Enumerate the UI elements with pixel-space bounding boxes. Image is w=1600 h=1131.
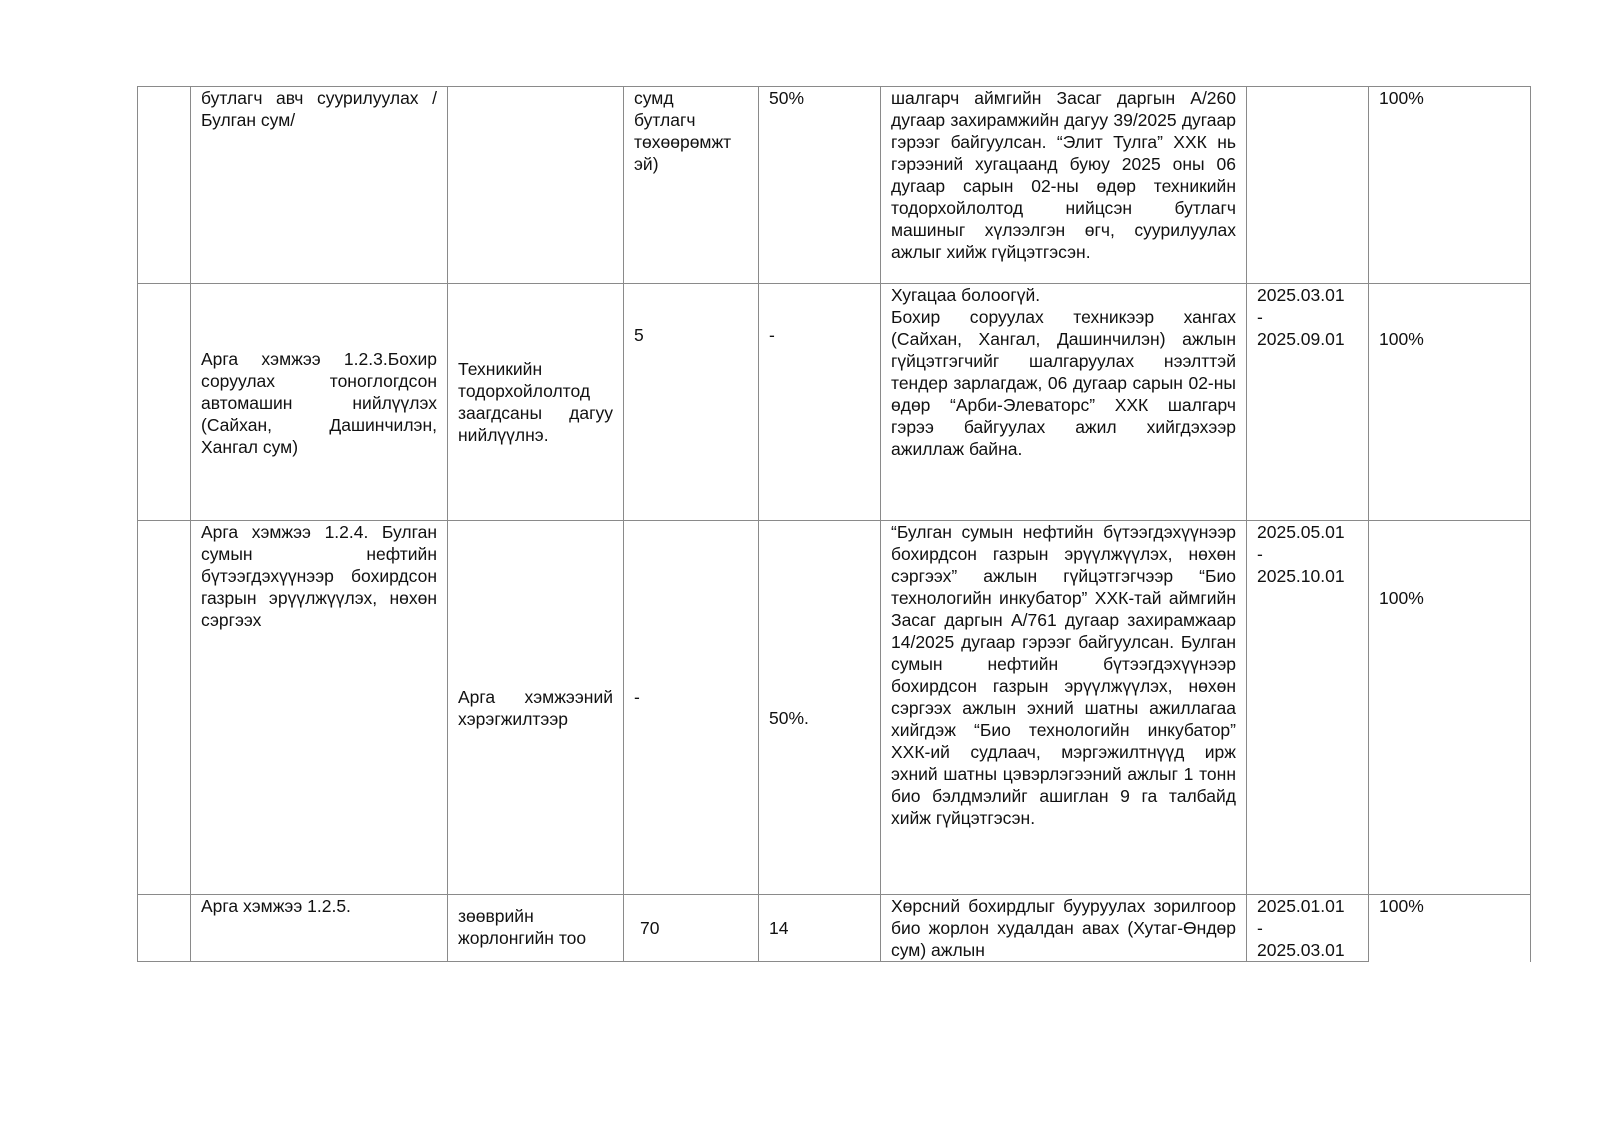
target-cell: 70	[624, 895, 759, 962]
table-row	[138, 87, 1531, 284]
activity-report-table	[137, 86, 1531, 962]
performance-cell: -	[759, 284, 881, 521]
evaluation-cell: 100%	[1369, 284, 1531, 521]
evaluation-cell: 100%	[1369, 521, 1531, 895]
row-number-cell	[138, 521, 191, 895]
measure-cell: Арга хэмжээ 1.2.4. Булган сумын нефтийн бүтээгдэхүүнээр бохирдсон газрын эрүүлжүүлэх, нөхөн сэргээх	[191, 521, 448, 895]
performance-cell: 50%	[759, 87, 881, 284]
target-cell: -	[624, 521, 759, 895]
evaluation-cell: 100%	[1369, 87, 1531, 284]
target-cell: 5	[624, 284, 759, 521]
report-cell: шалгарч аймгийн Засаг даргын А/260 дугаар захирамжийн дагуу 39/2025 дугаар гэрээг байгуулсан. “Элит Тулга” ХХК нь гэрээний хугацаанд буюу 2025 оны 06 дугаар сарын 02-ны өдөр техникийн тодорхойлолтод нийцсэн бутлагч машиныг хүлээлгэн өгч, суурилуулах ажлыг хийж гүйцэтгэсэн.	[881, 87, 1247, 284]
measure-cell: Арга хэмжээ 1.2.5.	[191, 895, 448, 962]
row-number-cell	[138, 895, 191, 962]
table-row	[138, 521, 1531, 895]
table-row	[138, 284, 1531, 521]
indicator-cell: зөөврийн жорлонгийн тоо	[448, 895, 624, 962]
table-row	[138, 895, 1531, 962]
row-number-cell	[138, 87, 191, 284]
measure-cell: Арга хэмжээ 1.2.3.Бохир соруулах тоноглогдсон автомашин нийлүүлэх (Сайхан, Дашинчилэн, Хангал сум)	[191, 284, 448, 521]
indicator-cell	[448, 87, 624, 284]
report-cell: Хугацаа болоогүй. Бохир соруулах техникээр хангах (Сайхан, Хангал, Дашинчилэн) ажлын гүйцэтгэгчийг шалгаруулах нээлттэй тендер зарлагдаж, 06 дугаар сарын 02-ны өдөр “Арби-Элеваторс” ХХК шалгарч гэрээ байгуулах ажил хийгдэхээр ажиллаж байна.	[881, 284, 1247, 521]
row-number-cell	[138, 284, 191, 521]
performance-cell: 50%.	[759, 521, 881, 895]
evaluation-cell: 100%	[1369, 895, 1531, 962]
period-cell: 2025.01.01 - 2025.03.01	[1247, 895, 1369, 962]
performance-cell: 14	[759, 895, 881, 962]
target-cell: сумд бутлагч төхөөрөмжт эй)	[624, 87, 759, 284]
period-cell: 2025.05.01 - 2025.10.01	[1247, 521, 1369, 895]
indicator-cell: Арга хэмжээний хэрэгжилтээр	[448, 521, 624, 895]
report-cell: Хөрсний бохирдлыг бууруулах зорилгоор био жорлон худалдан авах (Хутаг-Өндөр сум) ажлын	[881, 895, 1247, 962]
indicator-cell: Техникийн тодорхойлолтод заагдсаны дагуу нийлүүлнэ.	[448, 284, 624, 521]
report-cell: “Булган сумын нефтийн бүтээгдэхүүнээр бохирдсон газрын эрүүлжүүлэх, нөхөн сэргээх” ажлын гүйцэтгэгчээр “Био технологийн инкубатор” ХХК-тай аймгийн Засаг даргын А/761 дугаар захирамжаар 14/2025 дугаар гэрээг байгуулсан. Булган сумын нефтийн бүтээгдэхүүнээр бохирдсон газрын эрүүлжүүлэх, нөхөн сэргээх ажлын эхний шатны ажиллагаа хийгдэж “Био технологийн инкубатор” ХХК-ий судлаач, мэргэжилтнүүд ирж эхний шатны цэвэрлэгээний ажлыг 1 тонн био бэлдмэлийг ашиглан 9 га талбайд хийж гүйцэтгэсэн.	[881, 521, 1247, 895]
period-cell: 2025.03.01 - 2025.09.01	[1247, 284, 1369, 521]
period-cell	[1247, 87, 1369, 284]
measure-cell: бутлагч авч суурилуулах /Булган сум/	[191, 87, 448, 284]
